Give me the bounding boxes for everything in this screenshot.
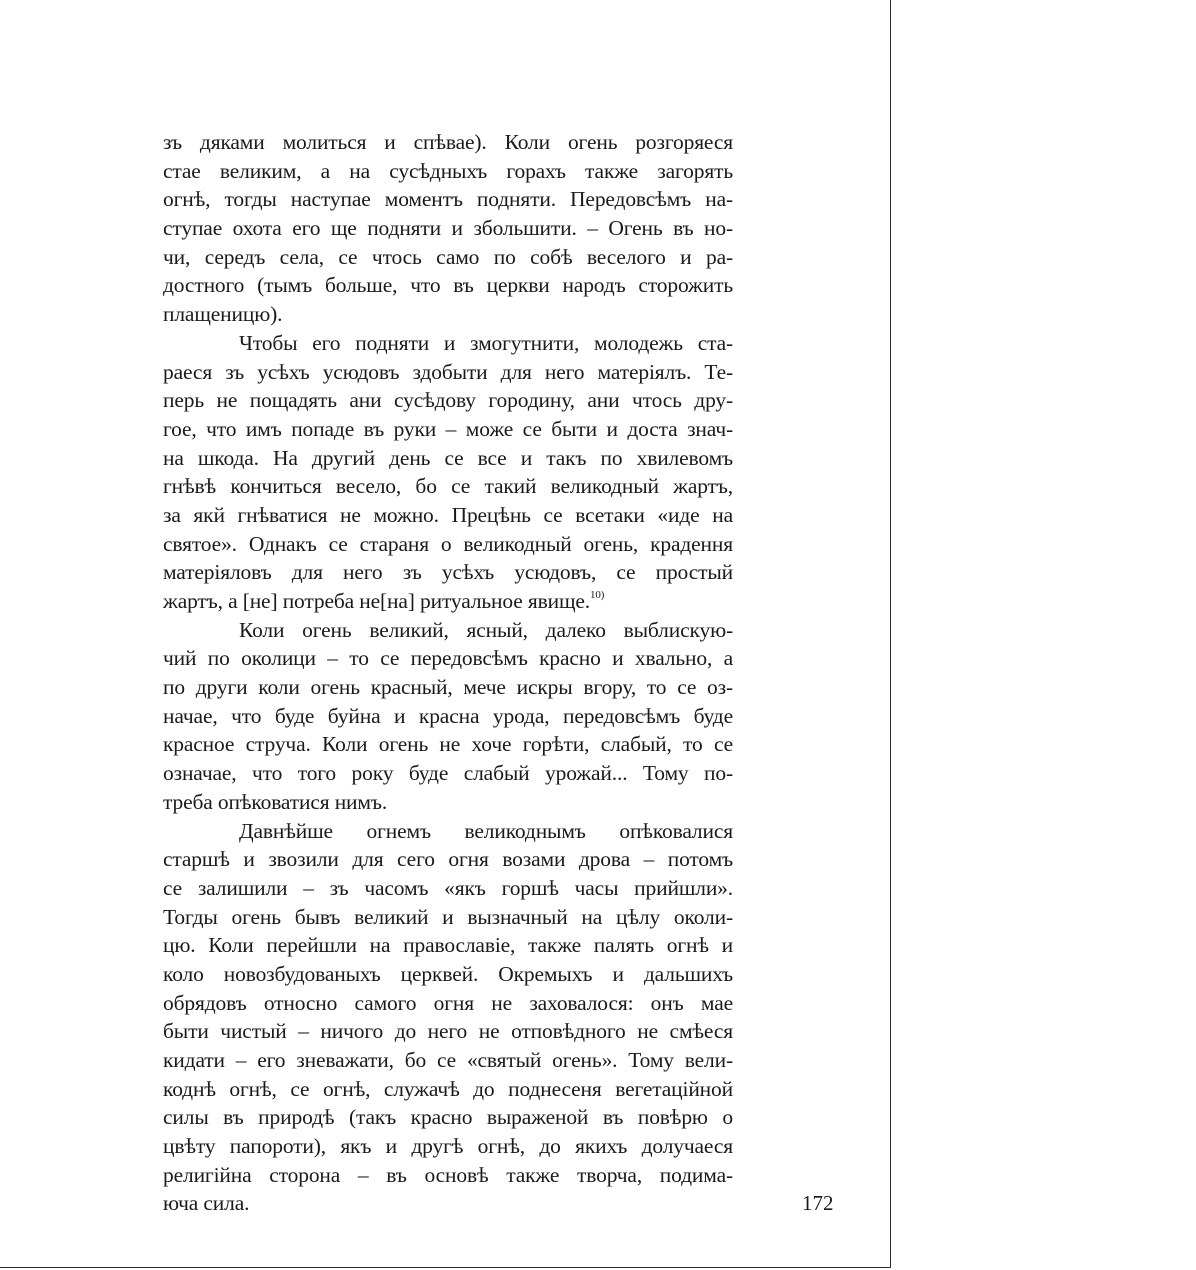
text-line xyxy=(163,960,733,989)
text-line xyxy=(163,1132,733,1161)
text-line xyxy=(163,415,733,444)
footnote-marker: 10) xyxy=(590,589,605,601)
text-line xyxy=(163,644,733,673)
text-line xyxy=(163,271,733,300)
text-line xyxy=(163,1046,733,1075)
text-line xyxy=(163,1189,733,1218)
text-line xyxy=(163,300,733,329)
text-line xyxy=(163,444,733,473)
text-line-content: огнѣ, тогды наступае моментъ подняти. Передовсѣмъ на- xyxy=(163,187,733,212)
text-line-content: за якй гнѣватися не можно. Прецѣнь се всетаки «иде на xyxy=(163,502,733,527)
text-line-content: означае, что того року буде слабый урожай... Тому по- xyxy=(163,761,733,786)
text-line-content: Коли огень великий, ясный, далеко выблискую- xyxy=(239,617,733,642)
text-line xyxy=(163,530,733,559)
text-line xyxy=(163,501,733,530)
text-line-content: по други коли огень красный, мече искры вгору, то се оз- xyxy=(163,675,733,700)
text-line-content: религійна сторона – въ основѣ также творча, подима- xyxy=(163,1162,733,1187)
text-line-content: се залишили – зъ часомъ «якъ горшѣ часы прийшли». xyxy=(163,875,733,900)
text-line-content: Давнѣйше огнемъ великоднымъ опѣковалися xyxy=(239,818,733,843)
text-line-content: плащеницю). xyxy=(163,302,283,327)
text-line xyxy=(163,817,733,846)
text-line xyxy=(163,673,733,702)
text-line-content: гое, что имъ попаде въ руки – може се быти и доста знач- xyxy=(163,416,733,441)
text-line-content: кидати – его зневажати, бо се «святый огень». Тому вели- xyxy=(163,1048,733,1072)
text-line xyxy=(163,386,733,415)
text-line xyxy=(163,128,733,157)
text-line-content: цю. Коли перейшли на православіе, также палять огнѣ и xyxy=(163,933,733,958)
text-line xyxy=(163,558,733,587)
text-line-content: старшѣ и звозили для сего огня возами дрова – потомъ xyxy=(163,847,733,872)
text-line-content: святое». Однакъ се стараня о великодный огень, крадення xyxy=(163,531,733,556)
text-line xyxy=(163,1017,733,1046)
text-line-content: цвѣту папороти), якъ и другѣ огнѣ, до якихъ долучаеся xyxy=(163,1134,733,1159)
text-line xyxy=(163,587,733,616)
text-line-content: раеся зъ усѣхъ усюдовъ здобыти для него матеріялъ. Те- xyxy=(163,359,733,384)
text-line-content: красное струча. Коли огень не хоче горѣти, слабый, то се xyxy=(163,732,733,757)
text-line-content: обрядовъ относно самого огня не заховалося: онъ мае xyxy=(163,990,733,1015)
text-line xyxy=(163,214,733,243)
text-line xyxy=(163,788,733,817)
text-line xyxy=(163,845,733,874)
text-line xyxy=(163,1161,733,1190)
text-line-content: силы въ природѣ (такъ красно выраженой въ повѣрю о xyxy=(163,1105,733,1130)
text-line xyxy=(163,759,733,788)
text-line-content: юча сила. xyxy=(163,1191,250,1216)
text-line xyxy=(163,874,733,903)
page-number: 172 xyxy=(802,1191,834,1215)
text-line-content: начае, что буде буйна и красна урода, передовсѣмъ буде xyxy=(163,703,733,728)
text-line-content: жартъ, а [не] потреба не[на] ритуальное явище. xyxy=(163,589,591,613)
text-line-content: достного (тымъ больше, что въ церкви народъ сторожить xyxy=(163,273,733,298)
text-line xyxy=(163,243,733,272)
text-line-content: коло новозбудованыхъ церквей. Окремыхъ и дальшихъ xyxy=(163,961,733,986)
text-line-content: зъ дяками молиться и спѣвае). Коли огень розгоряеся xyxy=(163,130,733,154)
text-line xyxy=(163,472,733,501)
text-line-content: чи, середъ села, се чтось само по собѣ веселого и ра- xyxy=(163,244,733,269)
text-line xyxy=(163,931,733,960)
text-line-content: матеріяловъ для него зъ усѣхъ усюдовъ, се простый xyxy=(163,560,733,585)
text-line xyxy=(163,730,733,759)
text-line xyxy=(163,329,733,358)
text-line xyxy=(163,157,733,186)
text-line xyxy=(163,702,733,731)
text-line-content: Чтобы его подняти и змогутнити, молодежь ста- xyxy=(239,330,733,355)
text-line xyxy=(163,903,733,932)
text-line xyxy=(163,358,733,387)
text-line-content: перь не пощадять ани сусѣдову городину, ани чтось дру- xyxy=(163,388,733,413)
text-line xyxy=(163,1103,733,1132)
text-line-content: чий по околици – то се передовсѣмъ красно и хвально, а xyxy=(163,646,733,671)
text-line-content: коднѣ огнѣ, се огнѣ, служачѣ до поднесеня вегетаційной xyxy=(163,1076,733,1101)
text-line-content: стае великим, а на сусѣдныхъ горахъ также загорять xyxy=(163,158,733,183)
text-line-content: треба опѣковатися нимъ. xyxy=(163,789,388,814)
text-line xyxy=(163,989,733,1018)
text-line-content: быти чистый – ничого до него не отповѣдного не смѣеся xyxy=(163,1019,733,1044)
body-text xyxy=(163,128,733,1218)
text-line xyxy=(163,185,733,214)
text-line-content: ступае охота его ще подняти и збольшити. – Огень въ но- xyxy=(163,216,733,241)
text-line-content: гнѣвѣ кончиться весело, бо се такий великодный жартъ, xyxy=(163,474,733,499)
text-line xyxy=(163,616,733,645)
text-line-content: на шкода. На другий день се все и такъ по хвилевомъ xyxy=(163,445,733,470)
text-line-content: Тогды огень бывъ великий и вызначный на цѣлу околи- xyxy=(163,904,733,929)
text-line xyxy=(163,1075,733,1104)
